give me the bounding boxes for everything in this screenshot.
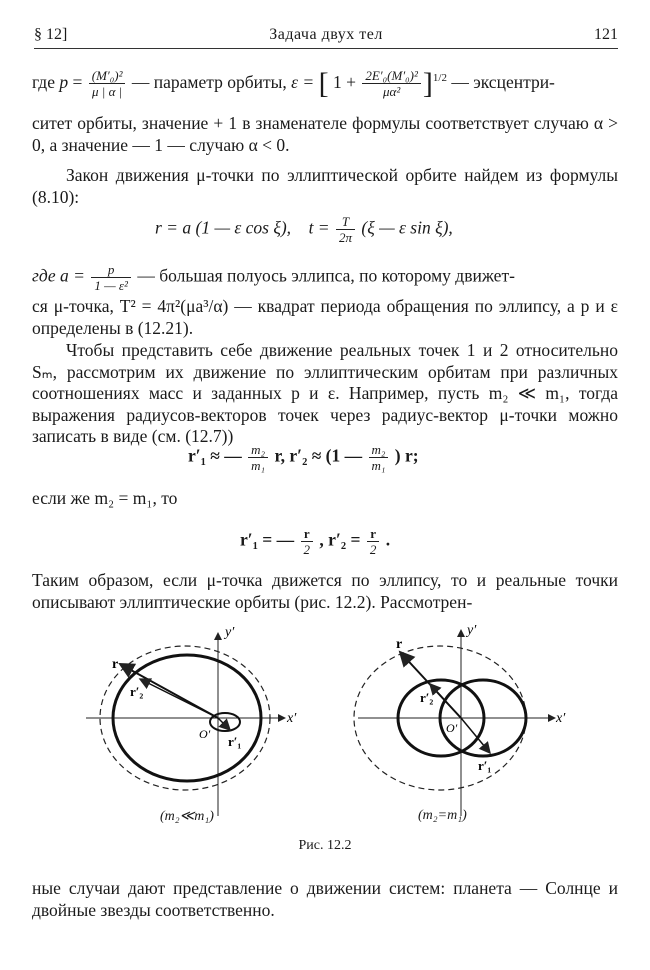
label-y-right: y′ <box>467 623 477 638</box>
caption-left-case: (m₂≪m₁) <box>160 809 214 824</box>
text-eps-eq: ε = <box>291 71 315 92</box>
running-header <box>34 26 618 48</box>
eps-exponent: 1/2 <box>432 72 447 84</box>
label-x-right: x′ <box>556 711 566 726</box>
text-eccentricity: — эксцентри- <box>451 71 555 92</box>
paragraph-semimajor: где a = $\frac{p}{\text{1 — ε²}}$ — большая полуось эллипса, по которому движет- <box>32 262 515 293</box>
paragraph-motion-law: Закон движения μ-точки по эллиптической орбите найдем из формулы (8.10): <box>32 165 618 207</box>
figure-caption: Рис. 12.2 <box>298 838 352 853</box>
formula-equal-masses: r′₁ = — $\frac{r}{2}$ , r′₂ = $\frac{r}{2}$ . <box>240 526 391 557</box>
paragraph-conclusion: Таким образом, если μ-точка движется по эллипсу, то и реальные точки описывают эллиптические орбиты (рис. 12.2). Рассмотрен- <box>32 570 618 612</box>
label-r2-left: r′₂ <box>130 684 144 699</box>
figure-orbits <box>0 618 650 848</box>
text-where: где <box>32 71 55 92</box>
section-ref: § 12] <box>34 26 68 43</box>
left-diagram <box>86 625 297 816</box>
fraction-eps: $\frac{\text{2E′₀(M′₀)²}}{\text{μα²}}$ <box>362 68 421 99</box>
page-number: 121 <box>594 26 618 43</box>
caption-right-case: (m₂=m₁) <box>418 808 467 823</box>
text-orbit-param: — параметр орбиты, <box>131 71 287 92</box>
vector-r1-left <box>218 718 230 730</box>
vector-r2-left <box>140 679 218 718</box>
figure-12-2 <box>0 618 650 848</box>
chapter-title: Задача двух тел <box>269 26 383 43</box>
right-diagram <box>354 623 566 816</box>
paragraph-equal-masses: если же m₂ = m₁, то <box>32 488 178 508</box>
label-origin-left: O′ <box>199 727 211 741</box>
label-r1-right: r′₁ <box>478 758 492 773</box>
paragraph-semimajor-cont: ся μ-точка, T² = 4π²(μa³/α) — квадрат периода обращения по эллипсу, а p и ε определены в (12.21). <box>32 296 618 338</box>
label-y-left: y′ <box>225 625 235 640</box>
label-r-right: r <box>396 637 403 652</box>
header-rule <box>34 48 618 49</box>
label-origin-right: O′ <box>446 721 458 735</box>
paragraph-orbit-params: где p = $\frac{\text{(M′₀)²}}{\mu | \alpha |}$ — параметр орбиты, ε = [ 1 + $\frac{\text{2E′₀(M′₀)²}}{\text{μα²}}$ ]$^{1/2}$ — эксцентри- <box>32 66 555 100</box>
paragraph-orbit-params-cont: ситет орбиты, значение + 1 в знаменателе формулы соответствует случаю α > 0, а значение — 1 — случаю α < 0. <box>32 113 618 155</box>
formula-r-t: r = a (1 — ε cos ξ), t = $\frac{T}{2\pi}$ (ξ — ε sin ξ), <box>155 214 453 245</box>
fraction-p: $\frac{\text{(M′₀)²}}{\mu | \alpha |}$ <box>89 68 126 99</box>
paragraph-final: ные случаи дают представление о движении систем: планета — Солнце и двойные звезды соответственно. <box>32 878 618 920</box>
label-r-left: r <box>112 657 119 672</box>
label-r1-left: r′₁ <box>228 734 242 749</box>
label-r2-right: r′₂ <box>420 690 434 705</box>
label-x-left: x′ <box>287 711 297 726</box>
fraction-a: $\frac{p}{\text{1 — ε²}}$ <box>91 262 131 293</box>
formula-radius-vectors: r′₁ ≈ — $\frac{\text{m₂}}{\text{m₁}}$ r, r′₂ ≈ (1 — $\frac{\text{m₂}}{\text{m₁}}$ ) r; <box>188 442 419 473</box>
paragraph-real-points: Чтобы представить себе движение реальных точек 1 и 2 относительно Sₘ, рассмотрим их движение по эллиптическим орбитам при различных соотношениях масс и заданных p и ε. Например, пусть m₂ ≪ m₁, тогда выражения радиусов-векторов точек через радиус-вектор μ-точки можно записать в виде (см. (12.7)) <box>32 340 618 446</box>
